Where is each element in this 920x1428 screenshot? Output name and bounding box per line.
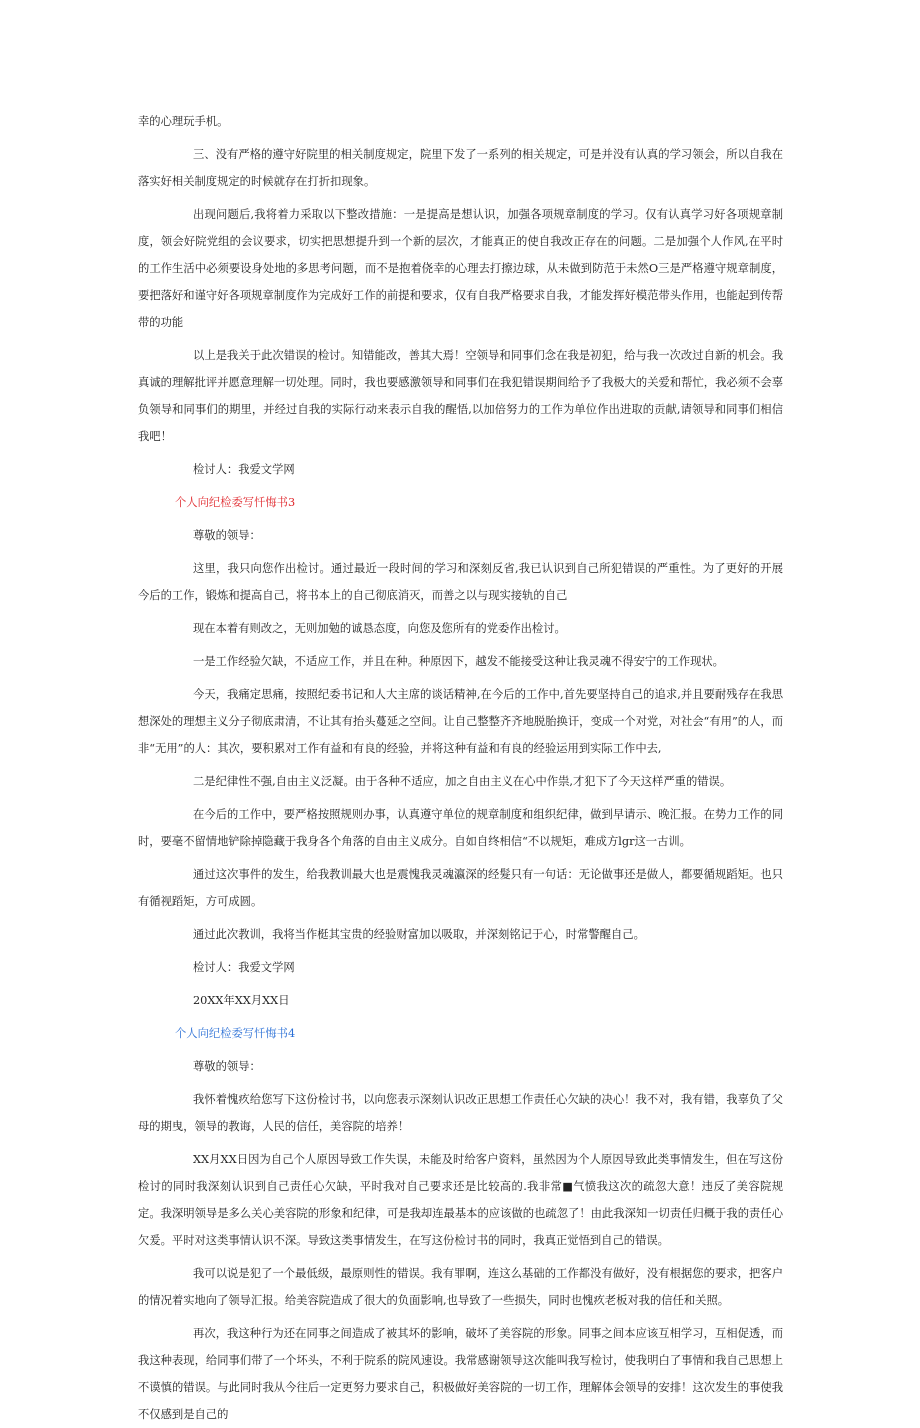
- paragraph: 我可以说是犯了一个最低级，最原则性的错误。我有罪啊，连这么基础的工作都没有做好，没有根据您的要求，把客户的情况着实地向了领导汇报。给美容院造成了很大的负面影响,也导致了一些损失，同时也愧疚老板对我的信任和关照。: [138, 1267, 783, 1307]
- salutation: 尊敬的领导：: [193, 529, 261, 542]
- paragraph: 一是工作经验欠缺，不适应工作，并且在种。种原因下，越发不能接受这种让我灵魂不得安宁的工作现状。: [193, 655, 724, 668]
- paragraph: 今天，我痛定思痛，按照纪委书记和人大主席的谈话精神,在今后的工作中,首先要坚持自己的追求,并且要耐残存在我思想深处的理想主义分子彻底肃清，不让其有抬头蔓延之空间。让自己整整齐齐地脱胎换讦，变成一个对党，对社会“有用”的人，而非“无用”的人：其次，要积累对工作有益和有良的经验，并将这种有益和有良的经验运用到实际工作中去,: [138, 688, 783, 755]
- paragraph: 二是纪律性不强,自由主义泛凝。由于各种不适应，加之自由主义在心中作祟,才犯下了今天这样严重的错误。: [193, 775, 732, 788]
- paragraph: 通过这次事件的发生，给我教训最大也是震愧我灵魂瀛深的经髮只有一句话：无论做事还是做人，都要循规蹈矩。也只有循视蹈矩，方可成圆。: [138, 868, 783, 908]
- paragraph: 幸的心理玩手机。: [138, 115, 229, 128]
- paragraph: XX月XX日因为自己个人原因导致工作失误，未能及时给客户资料，虽然因为个人原因导致此类事情发生，但在写这份检讨的同时我深刻认识到自己责任心欠缺，平时我对自己要求还是比较高的.我非常■气愤我这次的疏忽大意！违反了美容院规定。我深明领导是多么关心美容院的形象和纪律，可是我却连最基本的应该做的也疏忽了！由此我深知一切责任归概于我的责任心欠爰。平时对这类事情认识不深。导致这类事情发生，在写这份检讨书的同时，我真正觉悟到自己的错误。: [138, 1153, 783, 1247]
- paragraph: 再次，我这种行为还在同事之间造成了被其坏的影响，破坏了美容院的形象。同事之间本应该互相学习，互相促透，而我这种表现，给同事们带了一个坏头，不利于院系的院风速设。我常感谢领导这次能叫我写检讨，使我明白了事情和我自己思想上不谟慎的错误。与此同时我从今往后一定更努力要求自己，积极做好美容院的一切工作，理解体会领导的安排！这次发生的事使我不仅感到是自己的: [138, 1327, 783, 1421]
- section-heading-4: 个人向纪检委写忏悔书4: [175, 1027, 296, 1040]
- paragraph: 在今后的工作中，要严格按照规则办事，认真遵守单位的规章制度和组织纪律，做到早请示、晚汇报。在势力工作的同时，要毫不留情地铲除掉隐藏于我身各个角落的自由主义成分。自如自终相信“不以规矩，难成方lgr这一古训。: [138, 808, 783, 848]
- paragraph: 我怀着愧疚给您写下这份检讨书，以向您表示深刻认识改正思想工作责任心欠缺的决心！我不对，我有错，我辜负了父母的期曳，领导的教诲，人民的信任，美容院的培养！: [138, 1093, 783, 1133]
- section-heading-3: 个人向纪检委写忏悔书3: [175, 496, 296, 509]
- paragraph: 通过此次教训，我将当作梃其宝贵的经验财富加以吸取，并深刻铭记于心，时常警醒自己。: [193, 928, 645, 941]
- paragraph: 这里，我只向您作出检讨。通过最近一段时间的学习和深刻反省,我已认识到自己所犯错误的严重性。为了更好的开展今后的工作，锻炼和提高自己，将书本上的自己彻底消灭，而善之以与现实接轨的自己: [138, 562, 783, 602]
- signature-line: 检讨人：我爱文学网: [193, 961, 295, 974]
- paragraph: 出现问题后,我将着力采取以下整改措施：一是提高是想认识，加强各项规章制度的学习。仅有认真学习好各项规章制度，领会好院党组的会议要求，切实把思想提升到一个新的层次，才能真正的使自我改正存在的问题。二是加强个人作风,在平时的工作生活中必须要设身处地的多思考问题，而不是抱着侥幸的心理去打擦边球，从未做到防范于未然O三是严格遵守规章制度，要把落好和谨守好各项规章制度作为完成好工作的前提和要求，仅有自我严格要求自我，才能发挥好模范带头作用，也能起到传帮带的功能: [138, 208, 783, 329]
- paragraph: 以上是我关于此次错误的检讨。知错能改，善其大焉！空领导和同事们念在我是初犯，给与我一次改过自新的机会。我真诚的理解批评并愿意理解一切处理。同时，我也要感激领导和同事们在我犯错误期间给予了我极大的关爱和帮忙，我必须不会辜负领导和同事们的期里，并经过自我的实际行动来表示自我的醒悟,以加倍努力的工作为单位作出进取的贡献,请领导和同事们相信我吧！: [138, 349, 783, 443]
- date-line: 20XX年XX月XX日: [193, 994, 290, 1007]
- paragraph: 现在本着有则改之，无则加勉的诚恳态度，向您及您所有的党委作出检讨。: [193, 622, 566, 635]
- salutation: 尊敬的领导：: [193, 1060, 261, 1073]
- signature-line: 检讨人：我爱文学网: [193, 463, 295, 476]
- document-body: [138, 108, 783, 1428]
- paragraph: 三、没有严格的遵守好院里的相关制度规定，院里下发了一系列的相关规定，可是并没有认真的学习领会，所以自我在落实好相关制度规定的时候就存在打折扣现象。: [138, 148, 783, 188]
